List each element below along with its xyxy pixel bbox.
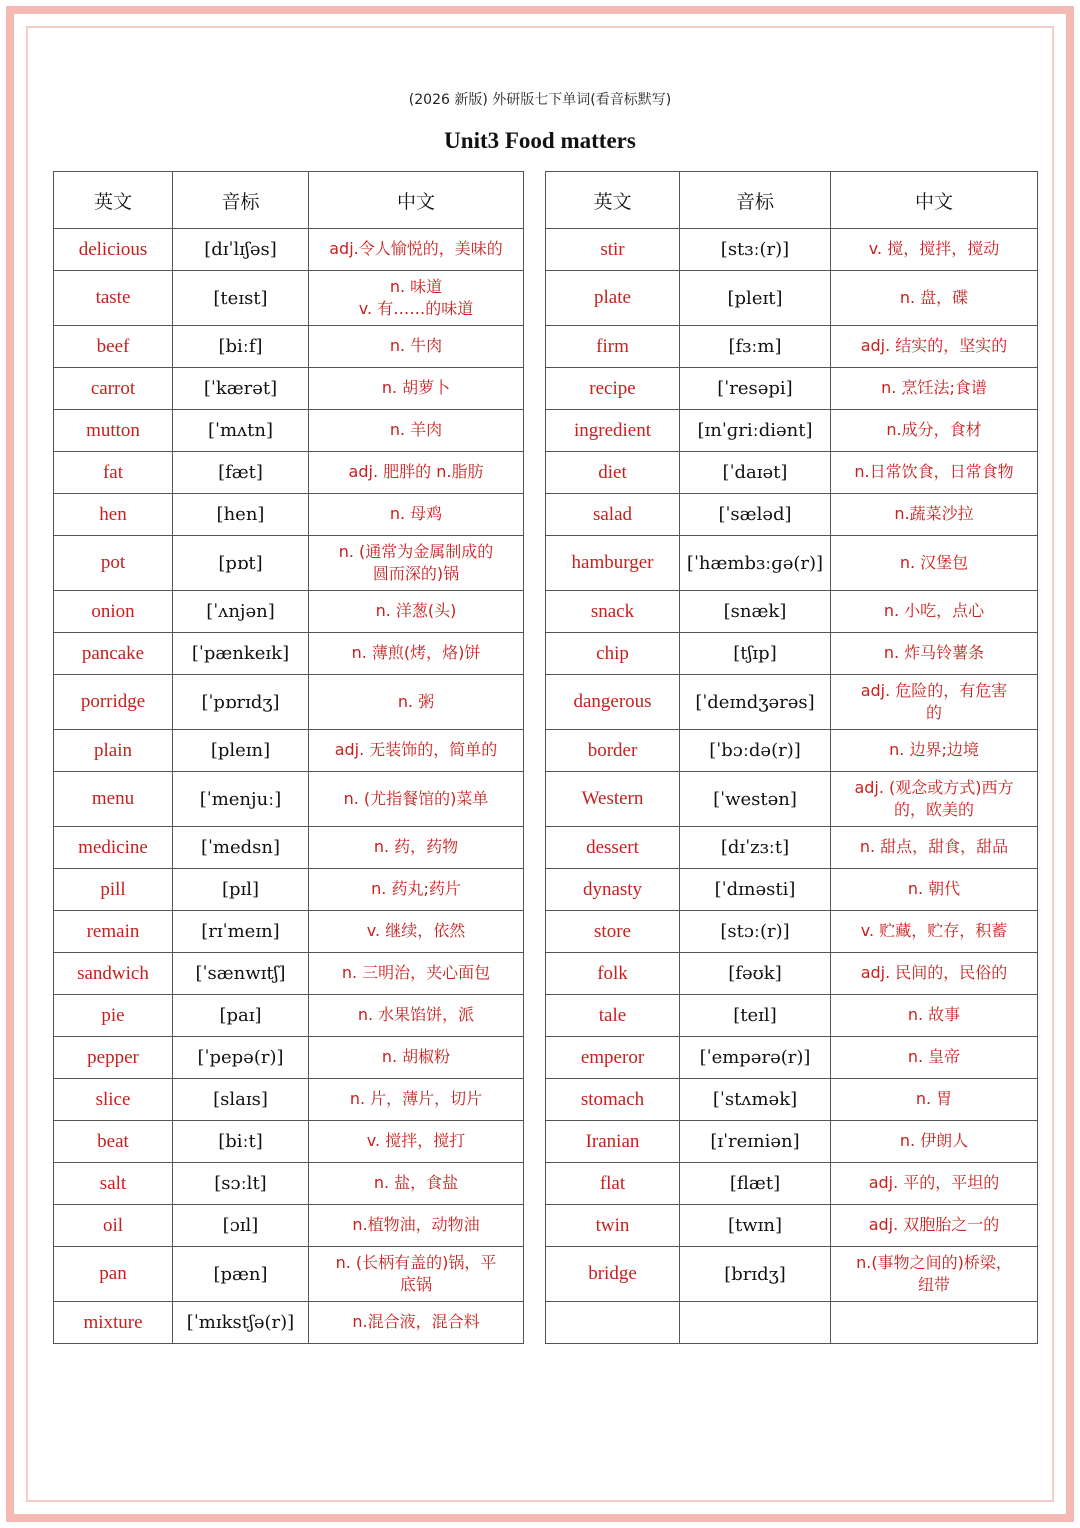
- english-word: sandwich: [54, 953, 173, 995]
- chinese-meaning: n. 小吃，点心: [831, 591, 1038, 633]
- table-row: [54, 452, 524, 494]
- chinese-meaning: n.日常饮食，日常食物: [831, 452, 1038, 494]
- phonetic: [brɪdʒ]: [680, 1247, 831, 1302]
- table-row: [546, 271, 1038, 326]
- chinese-meaning: n. 薄煎(烤，烙)饼: [309, 633, 524, 675]
- phonetic: [biːf]: [173, 326, 309, 368]
- header-phonetic: 音标: [173, 172, 309, 229]
- chinese-meaning: n. 片，薄片，切片: [309, 1079, 524, 1121]
- english-word: store: [546, 911, 680, 953]
- english-word: dynasty: [546, 869, 680, 911]
- vocab-table-right: [545, 171, 1038, 1344]
- english-word: stomach: [546, 1079, 680, 1121]
- phonetic: [dɪˈlɪʃəs]: [173, 229, 309, 271]
- english-word: recipe: [546, 368, 680, 410]
- english-word: mixture: [54, 1302, 173, 1344]
- header-english: 英文: [546, 172, 680, 229]
- phonetic: [pæn]: [173, 1247, 309, 1302]
- table-row: [546, 326, 1038, 368]
- chinese-meaning: v. 继续，依然: [309, 911, 524, 953]
- phonetic: [tʃɪp]: [680, 633, 831, 675]
- phonetic: [ˈdaɪət]: [680, 452, 831, 494]
- phonetic: [ˈʌnjən]: [173, 591, 309, 633]
- phonetic: [pleɪt]: [680, 271, 831, 326]
- phonetic: [stɔː(r)]: [680, 911, 831, 953]
- phonetic: [ˈbɔːdə(r)]: [680, 730, 831, 772]
- chinese-meaning: n. 故事: [831, 995, 1038, 1037]
- english-word: pot: [54, 536, 173, 591]
- table-row: [54, 633, 524, 675]
- chinese-meaning: n. 胡萝卜: [309, 368, 524, 410]
- chinese-meaning: n.植物油，动物油: [309, 1205, 524, 1247]
- chinese-meaning: n.混合液，混合料: [309, 1302, 524, 1344]
- chinese-meaning: adj. 平的，平坦的: [831, 1163, 1038, 1205]
- header-chinese: 中文: [831, 172, 1038, 229]
- table-row: [546, 1037, 1038, 1079]
- chinese-meaning: n. 汉堡包: [831, 536, 1038, 591]
- english-word: emperor: [546, 1037, 680, 1079]
- english-word: Western: [546, 772, 680, 827]
- chinese-meaning: n.蔬菜沙拉: [831, 494, 1038, 536]
- phonetic: [biːt]: [173, 1121, 309, 1163]
- phonetic: [ˈmedsn]: [173, 827, 309, 869]
- chinese-meaning: n. (尤指餐馆的)菜单: [309, 772, 524, 827]
- english-word: Iranian: [546, 1121, 680, 1163]
- english-word: twin: [546, 1205, 680, 1247]
- phonetic: [ˈempərə(r)]: [680, 1037, 831, 1079]
- table-row: [54, 1163, 524, 1205]
- chinese-meaning: n.(事物之间的)桥梁， 纽带: [831, 1247, 1038, 1302]
- phonetic: [snæk]: [680, 591, 831, 633]
- english-word: flat: [546, 1163, 680, 1205]
- table-row: [54, 1121, 524, 1163]
- english-word: beef: [54, 326, 173, 368]
- phonetic: [pleɪn]: [173, 730, 309, 772]
- chinese-meaning: adj. 无装饰的，简单的: [309, 730, 524, 772]
- table-row: [546, 1247, 1038, 1302]
- table-row: [546, 452, 1038, 494]
- english-word: folk: [546, 953, 680, 995]
- chinese-meaning: n. 药，药物: [309, 827, 524, 869]
- table-row: [54, 995, 524, 1037]
- english-word: pill: [54, 869, 173, 911]
- english-word: dessert: [546, 827, 680, 869]
- chinese-meaning: n. 胃: [831, 1079, 1038, 1121]
- chinese-meaning: n. 甜点，甜食，甜品: [831, 827, 1038, 869]
- english-word: plain: [54, 730, 173, 772]
- table-row: [546, 494, 1038, 536]
- table-row: [54, 368, 524, 410]
- phonetic: [paɪ]: [173, 995, 309, 1037]
- table-row: [54, 1302, 524, 1344]
- chinese-meaning: n. 水果馅饼，派: [309, 995, 524, 1037]
- phonetic: [ˈmɪkstʃə(r)]: [173, 1302, 309, 1344]
- chinese-meaning: n. 盐，食盐: [309, 1163, 524, 1205]
- english-word: slice: [54, 1079, 173, 1121]
- table-row: [546, 1163, 1038, 1205]
- vocab-table-left: [53, 171, 524, 1344]
- chinese-meaning: adj. 民间的，民俗的: [831, 953, 1038, 995]
- phonetic: [ˈresəpi]: [680, 368, 831, 410]
- chinese-meaning: v. 贮藏，贮存，积蓄: [831, 911, 1038, 953]
- english-word: oil: [54, 1205, 173, 1247]
- phonetic: [dɪˈzɜːt]: [680, 827, 831, 869]
- phonetic: [ˈpɒrɪdʒ]: [173, 675, 309, 730]
- table-row: [546, 536, 1038, 591]
- phonetic: [fæt]: [173, 452, 309, 494]
- chinese-meaning: n. (长柄有盖的)锅，平 底锅: [309, 1247, 524, 1302]
- english-word: tale: [546, 995, 680, 1037]
- table-row: [546, 410, 1038, 452]
- table-row: [54, 591, 524, 633]
- chinese-meaning: n. 盘，碟: [831, 271, 1038, 326]
- chinese-meaning: n. 母鸡: [309, 494, 524, 536]
- table-row: [546, 229, 1038, 271]
- english-word: chip: [546, 633, 680, 675]
- phonetic: [ˈpepə(r)]: [173, 1037, 309, 1079]
- english-word: stir: [546, 229, 680, 271]
- english-word: taste: [54, 271, 173, 326]
- english-word: mutton: [54, 410, 173, 452]
- english-word: border: [546, 730, 680, 772]
- english-word: pepper: [54, 1037, 173, 1079]
- table-row: [54, 410, 524, 452]
- chinese-meaning: n. 胡椒粉: [309, 1037, 524, 1079]
- english-word: snack: [546, 591, 680, 633]
- table-row: [546, 1121, 1038, 1163]
- table-row: [546, 368, 1038, 410]
- phonetic: [ˈsæləd]: [680, 494, 831, 536]
- table-row: [54, 1079, 524, 1121]
- table-row: [54, 494, 524, 536]
- table-header-row: [54, 172, 524, 229]
- table-row: [546, 772, 1038, 827]
- table-row: [546, 869, 1038, 911]
- phonetic: [ɔɪl]: [173, 1205, 309, 1247]
- phonetic: [ˈmenjuː]: [173, 772, 309, 827]
- english-word: salt: [54, 1163, 173, 1205]
- phonetic: [rɪˈmeɪn]: [173, 911, 309, 953]
- phonetic: [ˈkærət]: [173, 368, 309, 410]
- phonetic: [ɪˈreɪniən]: [680, 1121, 831, 1163]
- chinese-meaning: n. 朝代: [831, 869, 1038, 911]
- phonetic: [slaɪs]: [173, 1079, 309, 1121]
- english-word: delicious: [54, 229, 173, 271]
- table-row: [546, 1302, 1038, 1344]
- chinese-meaning: n.成分，食材: [831, 410, 1038, 452]
- phonetic: [ˈpænkeɪk]: [173, 633, 309, 675]
- chinese-meaning: v. 搅拌，搅打: [309, 1121, 524, 1163]
- english-word: remain: [54, 911, 173, 953]
- table-row: [54, 675, 524, 730]
- english-word: dangerous: [546, 675, 680, 730]
- table-row: [546, 1079, 1038, 1121]
- table-row: [54, 772, 524, 827]
- english-word: hen: [54, 494, 173, 536]
- chinese-meaning: adj. 双胞胎之一的: [831, 1205, 1038, 1247]
- english-word: porridge: [54, 675, 173, 730]
- phonetic: [ˈdeɪndʒərəs]: [680, 675, 831, 730]
- phonetic: [twɪn]: [680, 1205, 831, 1247]
- chinese-meaning: n. 炸马铃薯条: [831, 633, 1038, 675]
- table-row: [54, 911, 524, 953]
- table-row: [546, 911, 1038, 953]
- phonetic: [pɒt]: [173, 536, 309, 591]
- phonetic: [flæt]: [680, 1163, 831, 1205]
- chinese-meaning: adj. 危险的，有危害 的: [831, 675, 1038, 730]
- table-row: [546, 1205, 1038, 1247]
- phonetic: [stɜː(r)]: [680, 229, 831, 271]
- phonetic: [pɪl]: [173, 869, 309, 911]
- header-english: 英文: [54, 172, 173, 229]
- table-row: [54, 1037, 524, 1079]
- english-word: carrot: [54, 368, 173, 410]
- phonetic: [teɪst]: [173, 271, 309, 326]
- chinese-meaning: adj.令人愉悦的，美味的: [309, 229, 524, 271]
- phonetic: [sɔːlt]: [173, 1163, 309, 1205]
- english-word: pie: [54, 995, 173, 1037]
- table-row: [54, 730, 524, 772]
- table-row: [546, 953, 1038, 995]
- chinese-meaning: n. 药丸;药片: [309, 869, 524, 911]
- table-row: [54, 1205, 524, 1247]
- english-word: hamburger: [546, 536, 680, 591]
- table-row: [54, 827, 524, 869]
- chinese-meaning: n. 伊朗人: [831, 1121, 1038, 1163]
- phonetic: [ˈmʌtn]: [173, 410, 309, 452]
- table-row: [546, 995, 1038, 1037]
- english-word: menu: [54, 772, 173, 827]
- english-word: ingredient: [546, 410, 680, 452]
- phonetic: [ˈstʌmək]: [680, 1079, 831, 1121]
- phonetic: [hen]: [173, 494, 309, 536]
- table-header-row: [546, 172, 1038, 229]
- chinese-meaning: n. 味道 v. 有……的味道: [309, 271, 524, 326]
- chinese-meaning: n. 牛肉: [309, 326, 524, 368]
- table-row: [546, 730, 1038, 772]
- english-word: salad: [546, 494, 680, 536]
- table-row: [54, 229, 524, 271]
- chinese-meaning: v. 搅，搅拌，搅动: [831, 229, 1038, 271]
- english-word: plate: [546, 271, 680, 326]
- phonetic: [ɪnˈɡriːdiənt]: [680, 410, 831, 452]
- chinese-meaning: n. 三明治，夹心面包: [309, 953, 524, 995]
- table-row: [546, 675, 1038, 730]
- table-row: [54, 869, 524, 911]
- table-row: [54, 1247, 524, 1302]
- chinese-meaning: adj. (观念或方式)西方 的，欧美的: [831, 772, 1038, 827]
- english-word: onion: [54, 591, 173, 633]
- table-row: [54, 326, 524, 368]
- english-word: beat: [54, 1121, 173, 1163]
- table-row: [546, 827, 1038, 869]
- chinese-meaning: adj. 结实的，坚实的: [831, 326, 1038, 368]
- phonetic: [680, 1302, 831, 1344]
- document-title: Unit3 Food matters: [444, 128, 636, 153]
- chinese-meaning: n. 粥: [309, 675, 524, 730]
- phonetic: [ˈsænwɪtʃ]: [173, 953, 309, 995]
- phonetic: [ˈwestən]: [680, 772, 831, 827]
- header-phonetic: 音标: [680, 172, 831, 229]
- phonetic: [ˈdɪnəsti]: [680, 869, 831, 911]
- english-word: pan: [54, 1247, 173, 1302]
- chinese-meaning: n. 羊肉: [309, 410, 524, 452]
- table-row: [546, 633, 1038, 675]
- chinese-meaning: n. (通常为金属制成的 圆而深的)锅: [309, 536, 524, 591]
- chinese-meaning: n. 洋葱(头): [309, 591, 524, 633]
- phonetic: [teɪl]: [680, 995, 831, 1037]
- phonetic: [fɜːm]: [680, 326, 831, 368]
- table-row: [54, 953, 524, 995]
- english-word: medicine: [54, 827, 173, 869]
- english-word: diet: [546, 452, 680, 494]
- header-chinese: 中文: [309, 172, 524, 229]
- document-subtitle: (2026 新版) 外研版七下单词(看音标默写): [408, 92, 672, 108]
- chinese-meaning: [831, 1302, 1038, 1344]
- chinese-meaning: n. 烹饪法;食谱: [831, 368, 1038, 410]
- chinese-meaning: n. 边界;边境: [831, 730, 1038, 772]
- chinese-meaning: adj. 肥胖的 n.脂肪: [309, 452, 524, 494]
- phonetic: [ˈhæmbɜːɡə(r)]: [680, 536, 831, 591]
- phonetic: [fəʊk]: [680, 953, 831, 995]
- english-word: fat: [54, 452, 173, 494]
- english-word: pancake: [54, 633, 173, 675]
- english-word: bridge: [546, 1247, 680, 1302]
- chinese-meaning: n. 皇帝: [831, 1037, 1038, 1079]
- table-row: [546, 591, 1038, 633]
- english-word: [546, 1302, 680, 1344]
- english-word: firm: [546, 326, 680, 368]
- table-row: [54, 536, 524, 591]
- table-row: [54, 271, 524, 326]
